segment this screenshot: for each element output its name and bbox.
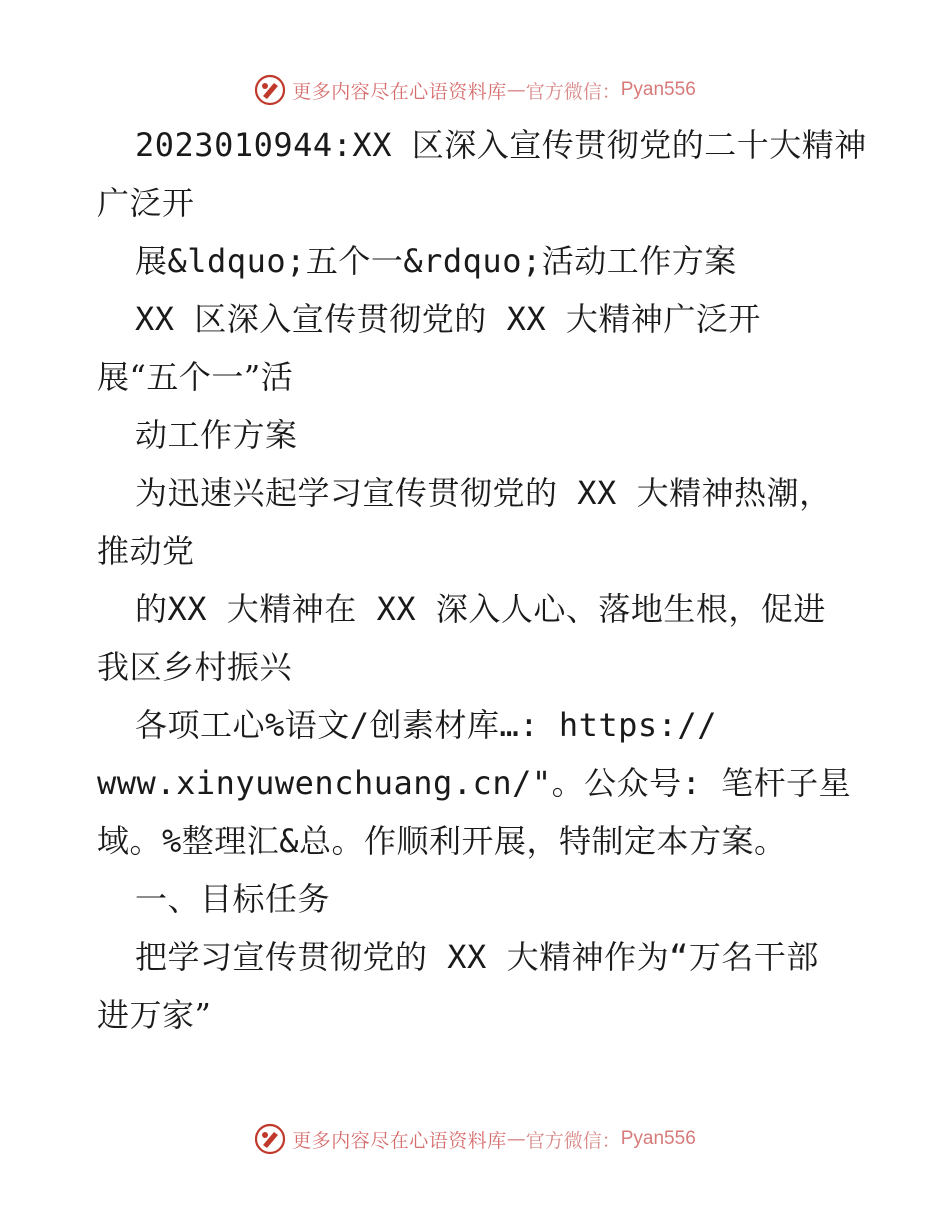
banner-site-text: 更多内容尽在心语资料库 — [292, 80, 507, 103]
brand-logo-icon — [254, 1123, 286, 1155]
doc-line: 我区乡村振兴 — [97, 648, 293, 686]
doc-line: www.xinyuwenchuang.cn/"。公众号: 笔杆子星 — [97, 764, 852, 802]
banner-separator: — — [506, 1128, 526, 1150]
doc-line: 展&ldquo;五个一&rdquo;活动工作方案 — [135, 242, 737, 280]
doc-line: 推动党 — [97, 532, 195, 570]
banner-separator: — — [506, 79, 526, 101]
doc-line: 动工作方案 — [135, 416, 298, 454]
footer-banner — [0, 1119, 950, 1159]
banner-site-text: 更多内容尽在心语资料库 — [292, 1129, 507, 1152]
header-banner — [0, 70, 950, 110]
doc-line: 为迅速兴起学习宣传贯彻党的 XX 大精神热潮， — [135, 474, 832, 512]
doc-line: 2023010944:XX 区深入宣传贯彻党的二十大精神 — [135, 126, 867, 164]
doc-line: 广泛开 — [97, 184, 195, 222]
doc-line: 域。%整理汇&总。作顺利开展，特制定本方案。 — [97, 822, 787, 860]
brand-logo-icon — [254, 74, 286, 106]
doc-line: 进万家” — [97, 996, 212, 1034]
banner-account: Pyan556 — [620, 1128, 696, 1149]
doc-line: 把学习宣传贯彻党的 XX 大精神作为“万名干部 — [135, 938, 819, 976]
document-body — [0, 116, 950, 1044]
doc-line: XX 区深入宣传贯彻党的 XX 大精神广泛开 — [135, 300, 761, 338]
banner-wechat-label: 官方微信： — [525, 1129, 621, 1152]
doc-line: 各项工心%语文/创素材库…: https:// — [135, 706, 717, 744]
banner-account: Pyan556 — [620, 79, 696, 100]
banner-wechat-label: 官方微信： — [525, 80, 621, 103]
doc-line: 的XX 大精神在 XX 深入人心、落地生根，促进 — [135, 590, 826, 628]
doc-section-heading: 一、目标任务 — [135, 880, 331, 918]
doc-line: 展“五个一”活 — [97, 358, 294, 396]
